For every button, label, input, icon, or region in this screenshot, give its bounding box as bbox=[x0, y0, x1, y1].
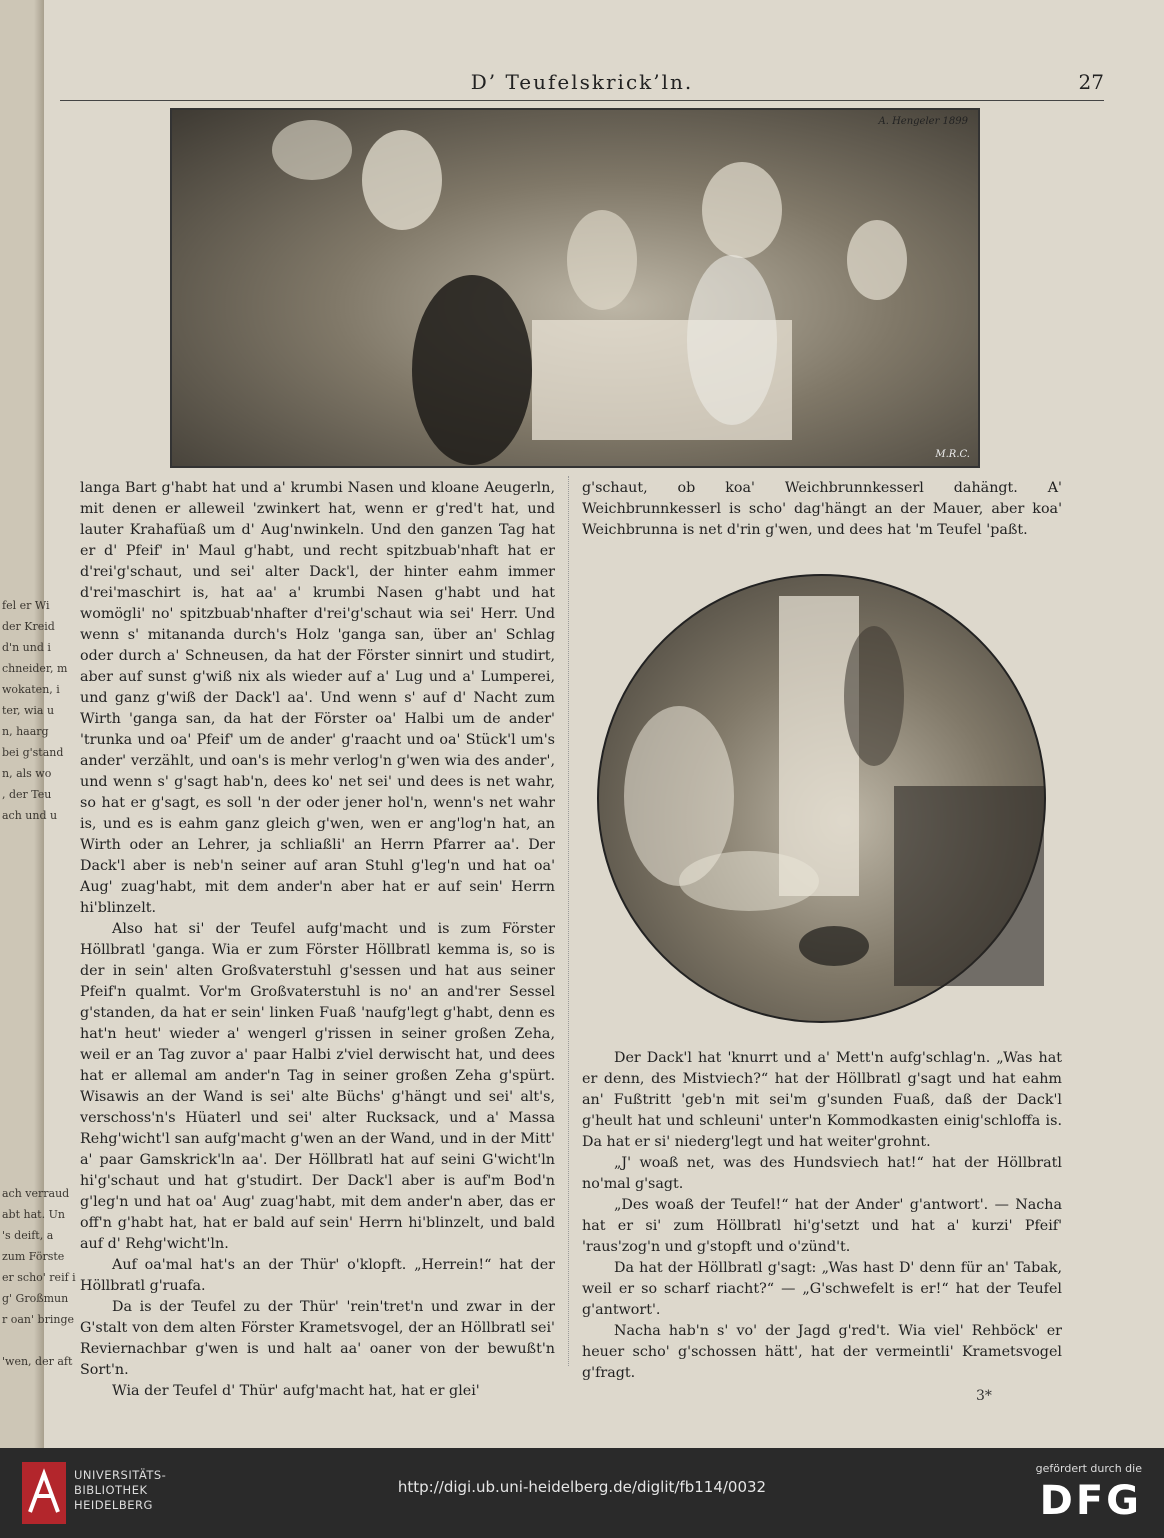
bleed-line bbox=[2, 1015, 42, 1036]
paragraph: langa Bart g'habt hat und a' krumbi Nasen und kloane Aeugerln, mit denen er alleweil 'zwinkert hat, wenn er g'red't hat, und lauter Krahafüaß um d' Aug'nwinkeln. Und den ganzen Tag hat er d' Pfeif' in' Maul g'habt, und recht spitzbuab'nhaft hat er d'rei'g'schaut, und sei' alter Dack'l, der hinter eahm immer d'rei'maschirt is, hat aa' a' krumbi Nasen g'habt und hat womögli' no' spitzbuab'nhafter d'rei'g'schaut wia sei' Herr. Und wenn s' mitananda durch's Holz 'ganga san, über an' Schlag oder durch a' Schneusen, da hat der Förster sinnirt und studirt, aber auf sunst g'wiß nix als wieder auf a' Lug und a' Lumperei, und ganz g'wiß der Dack'l aa'. Und wenn s' auf d' Nacht zum Wirth 'ganga san, da hat der Förster oa' Halbi um de ander' 'trunka und oa' Pfeif' um de ander' g'raacht und oa' Stück'l um's ander' verzählt, und oan's is mehr verlog'n g'wen wia des ander', und wenn s' g'sagt hab'n, dees ko' net sei' und dees is net wahr, so hat er g'sagt, es soll 'n der oder jener hol'n, wenn's net wahr is, und es is eahm ganz gleich g'wen, wen er ang'log'n hat, an Wirth oder an Lehrer, ja schliaßli' an Herrn Pfarrer aa'. Der Dack'l aber is neb'n seiner auf aran Stuhl g'leg'n und hat oa' Aug' zuag'habt, mit dem ander'n aber hat er auf sein' Herrn hi'blinzelt. bbox=[80, 480, 555, 916]
bleed-line bbox=[2, 931, 42, 952]
bleed-line bbox=[2, 1078, 42, 1099]
bleed-line bbox=[2, 1120, 42, 1141]
bleed-line bbox=[2, 973, 42, 994]
bleed-line bbox=[2, 910, 42, 931]
illustrator-signature: A. Hengeler 1899 bbox=[878, 116, 968, 127]
bleed-line: ach verraud bbox=[2, 1187, 70, 1200]
bleed-line: n, als wo bbox=[2, 767, 52, 780]
paragraph: „J' woaß net, was des Hundsviech hat!“ hat der Höllbratl no'mal g'sagt. bbox=[582, 1155, 1062, 1192]
bleed-line bbox=[2, 847, 42, 868]
permalink-url[interactable]: http://digi.ub.uni-heidelberg.de/diglit/fb114/0032 bbox=[397, 1478, 767, 1496]
bleed-line bbox=[2, 1162, 42, 1183]
bleed-line: d'n und i bbox=[2, 641, 51, 654]
dfg-logo[interactable]: DFG bbox=[1039, 1478, 1142, 1524]
running-title: D’ Teufelskrick’ln. bbox=[470, 70, 694, 94]
forester-room-illustration bbox=[597, 574, 1046, 1023]
paragraph: g'schaut, ob koa' Weichbrunnkesserl dahängt. A' Weichbrunnkesserl is scho' dag'hängt an der Mauer, aber koa' Weichbrunna is net d'rin g'wen, und dees hat 'm Teufel 'paßt. bbox=[582, 480, 1062, 538]
bleed-line bbox=[2, 1099, 42, 1120]
paragraph: Wia der Teufel d' Thür' aufg'macht hat, hat er glei' bbox=[112, 1383, 480, 1399]
institution-line: UNIVERSITÄTS- bbox=[74, 1468, 167, 1482]
facing-page-bleed-text bbox=[2, 595, 76, 1372]
bleed-line bbox=[2, 889, 42, 910]
header-rule bbox=[60, 100, 1104, 101]
column-divider bbox=[568, 476, 569, 1366]
paragraph: „Des woaß der Teufel!“ hat der Ander' g'antwort'. — Nacha hat er si' zum Höllbratl hi'g'setzt und hat a' kurzi' Pfeif' 'raus'zog'n und g'stopft und o'zünd't. bbox=[582, 1197, 1062, 1255]
bleed-line: 's deift, a bbox=[2, 1229, 54, 1242]
bleed-line: er scho' reif i bbox=[2, 1271, 76, 1284]
bleed-line: ter, wia u bbox=[2, 704, 55, 717]
tavern-illustration bbox=[170, 108, 980, 468]
bleed-line: abt hat. Un bbox=[2, 1208, 65, 1221]
bleed-line: wokaten, i bbox=[2, 683, 60, 696]
text-column-right-bottom bbox=[582, 1048, 1062, 1384]
facing-page-strip bbox=[0, 0, 76, 1448]
bleed-line: , der Teu bbox=[2, 788, 52, 801]
funder-label: gefördert durch die bbox=[1035, 1462, 1142, 1475]
paragraph: Auf oa'mal hat's an der Thür' o'klopft. „Herrein!“ hat der Höllbratl g'ruafa. bbox=[80, 1257, 555, 1294]
bleed-line bbox=[2, 826, 42, 847]
bleed-line: zum Förste bbox=[2, 1250, 65, 1263]
tavern-illustration-sketch bbox=[172, 110, 978, 466]
bleed-line bbox=[2, 1141, 42, 1162]
bleed-line bbox=[2, 952, 42, 973]
running-header bbox=[60, 70, 1104, 100]
bleed-line: g' Großmun bbox=[2, 1292, 69, 1305]
text-column-right-top bbox=[582, 478, 1062, 541]
bleed-line: fel er Wi bbox=[2, 599, 50, 612]
institution-line: BIBLIOTHEK bbox=[74, 1483, 148, 1497]
bleed-line bbox=[2, 1057, 42, 1078]
bleed-line: n, haarg bbox=[2, 725, 49, 738]
paragraph: Der Dack'l hat 'knurrt und a' Mett'n aufg'schlag'n. „Was hat er denn, des Mistviech?“ hat der Höllbratl g'sagt und hat eahm an' Fußtritt 'geb'n mit sei'm g'sunden Fuaß, daß der Dack'l g'heult hat und schleuni' unter'n Kommodkasten einig'schloffa is. Da hat er si' niederg'legt und hat weiter'grohnt. bbox=[582, 1050, 1062, 1150]
bleed-line: r oan' bringe bbox=[2, 1313, 74, 1326]
page-number: 27 bbox=[1078, 70, 1104, 94]
forester-room-sketch bbox=[599, 576, 1044, 1021]
text-column-left bbox=[80, 478, 555, 1402]
paragraph: Nacha hab'n s' vo' der Jagd g'red't. Wia viel' Rehböck' er heuer scho' g'schossen hätt', hat der vermeintli' Krametsvogel g'fragt. bbox=[582, 1323, 1062, 1381]
bleed-line bbox=[2, 868, 42, 889]
bleed-line: bei g'stand bbox=[2, 746, 64, 759]
bleed-line: ach und u bbox=[2, 809, 58, 822]
paragraph: Da is der Teufel zu der Thür' 'rein'tret'n und zwar in der G'stalt von dem alten Förster Krametsvogel, der an Höllbratl sei' Reviernachbar g'wen is und halt aa' oaner von der bewußt'n Sort'n. bbox=[80, 1299, 555, 1378]
paragraph: Also hat si' der Teufel aufg'macht und is zum Förster Höllbratl 'ganga. Wia er zum Förster Höllbratl kemma is, so is der in sein' alten Großvaterstuhl g'sessen und hat aus seiner Pfeif'n qualmt. Vor'm Großvaterstuhl is no' an and'rer Sessel g'standen, da hat er sein' linken Fuaß 'naufg'legt g'habt, denn es hat'n heut' wieder a' wengerl g'rissen in seiner großen Zeha, weil er an Tag zuvor a' paar Halbi z'viel derwischt hat, und dees hat er allemal am ander'n Tag in seiner großen Zeha g'spürt. Wisawis an der Wand is sei' alte Büchs' g'hängt und sei' alt's, verschoss'n's Hüaterl und sei' alter Rucksack, und a' Massa Rehg'wicht'l san aufg'macht g'wen an der Wand, und in der Mitt' a' paar Gamskrick'ln aa'. Der Höllbratl hat auf seini G'wicht'ln hi'g'schaut und hat g'studirt. Der Dack'l aber is auf'm Bod'n g'leg'n und hat oa' Aug' zuag'habt, mit dem ander'n aber, das er off'n g'habt hat, hat er bald auf sein' Herrn hi'blinzelt, und bald auf d' Rehg'wicht'ln. bbox=[80, 921, 555, 1252]
bleed-line bbox=[2, 994, 42, 1015]
engraver-mark: M.R.C. bbox=[935, 449, 970, 460]
institution-line: HEIDELBERG bbox=[74, 1498, 153, 1512]
printer-signature-mark: 3* bbox=[976, 1388, 992, 1404]
bleed-line bbox=[2, 1330, 42, 1351]
bleed-line: chneider, m bbox=[2, 662, 68, 675]
viewer-footer bbox=[0, 1448, 1164, 1538]
bleed-line: der Kreid bbox=[2, 620, 55, 633]
paragraph: Da hat der Höllbratl g'sagt: „Was hast D' denn für an' Tabak, weil er so scharf riacht?“ — „G'schwefelt is er!“ hat der Teufel g'antwort'. bbox=[582, 1260, 1062, 1318]
bleed-line: 'wen, der aft bbox=[2, 1355, 73, 1368]
bleed-line bbox=[2, 1036, 42, 1057]
